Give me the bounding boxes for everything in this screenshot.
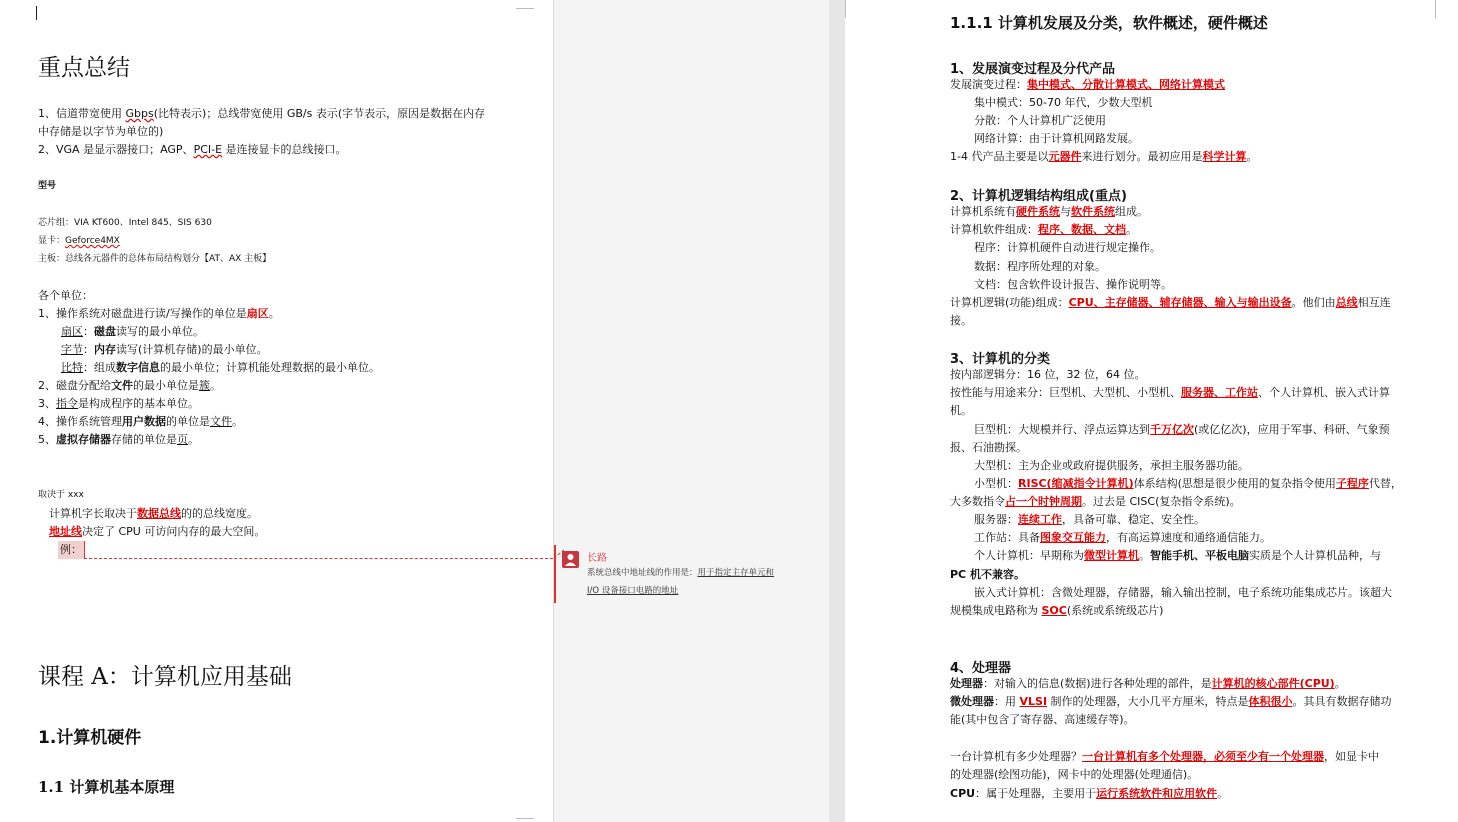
paragraph: 取决于 xxx [38, 490, 84, 500]
paragraph: 报、石油勘探。 [950, 441, 1027, 454]
text-cursor [36, 6, 37, 20]
paragraph: 一台计算机有多少处理器？一台计算机有多个处理器，必须至少有一个处理器，如显卡中 [950, 750, 1379, 763]
paragraph: 1-4 代产品主要是以元器件来进行划分。最初应用是科学计算。 [950, 150, 1258, 163]
paragraph: 小型机：RISC(缩减指令计算机)体系结构(思想是很少使用的复杂指令使用子程序代替， [974, 477, 1402, 490]
paragraph: 地址线决定了 CPU 可访问内存的最大空间。 [49, 525, 266, 538]
document-page-left [0, 0, 553, 822]
paragraph: 1、信道带宽使用 Gbps(比特表示)；总线带宽使用 GB/s 表示(字节表示，原因是数据在内存 [38, 107, 486, 120]
page-corner-mark [845, 0, 846, 18]
chapter-heading: 1.计算机硬件 [38, 728, 142, 748]
paragraph: 服务器：连续工作，具备可靠、稳定、安全性。 [974, 513, 1205, 526]
paragraph: 微处理器：用 VLSI 制作的处理器，大小几平方厘米，特点是体积很小。其具有数据存储功 [950, 695, 1392, 708]
board-line: 主板：总线各元器件的总体布局结构划分【AT、AX 主板】 [38, 254, 272, 264]
paragraph: 发展演变过程：集中模式、分散计算模式、网络计算模式 [950, 78, 1225, 91]
paragraph: 计算机字长取决于数据总线的的总线宽度。 [49, 507, 258, 520]
paragraph: 接。 [950, 314, 972, 327]
paragraph: 巨型机：大规模并行、浮点运算达到千万亿次(或亿亿次)，应用于军事、科研、气象预 [974, 423, 1390, 436]
list-item: 5、虚拟存储器存储的单位是页。 [38, 433, 199, 446]
paragraph: 机。 [950, 404, 972, 417]
paragraph: 中存储是以字节为单位的) [38, 125, 164, 138]
subsection-heading: 1、发展演变过程及分代产品 [950, 62, 1116, 77]
paragraph: 的处理器(绘图功能)，网卡中的处理器(处理通信)。 [950, 768, 1199, 781]
list-item: 比特：组成数字信息的最小单位；计算机能处理数据的最小单位。 [61, 361, 380, 374]
list-item: 4、操作系统管理用户数据的单位是文件。 [38, 415, 243, 428]
units-heading: 各个单位： [38, 289, 93, 302]
paragraph: 计算机软件组成：程序、数据、文档。 [950, 223, 1137, 236]
comment-marker-bar [554, 545, 556, 603]
paragraph: CPU：属于处理器，主要用于运行系统软件和应用软件。 [950, 787, 1229, 800]
paragraph: 大型机：主为企业或政府提供服务，承担主服务器功能。 [974, 459, 1249, 472]
paragraph: PC 机不兼容。 [950, 568, 1025, 581]
list-item: 1、操作系统对磁盘进行读/写操作的单位是扇区。 [38, 307, 280, 320]
subsection-heading: 2、计算机逻辑结构组成(重点) [950, 189, 1127, 204]
paragraph: 嵌入式计算机：含微处理器，存储器，输入输出控制，电子系统功能集成芯片。该超大 [974, 586, 1392, 599]
comment-anchor-text[interactable]: 例： [58, 541, 85, 559]
paragraph: 个人计算机：早期称为微型计算机。智能手机、平板电脑实质是个人计算机品种，与 [974, 549, 1381, 562]
paragraph: 规模集成电路称为 SOC(系统或系统级芯片) [950, 604, 1164, 617]
chipset-line: 芯片组：VIA KT600、Intel 845、SIS 630 [38, 218, 212, 228]
list-item: 3、指令是构成程序的基本单位。 [38, 397, 199, 410]
page-corner-mark [516, 818, 534, 819]
document-page-right [845, 0, 1458, 822]
paragraph: 网络计算：由于计算机网路发展。 [974, 132, 1139, 145]
paragraph: 分散：个人计算机广泛使用 [974, 114, 1106, 127]
section-heading: 1.1 计算机基本原理 [38, 778, 175, 796]
user-avatar-icon [562, 551, 579, 568]
paragraph: 2、VGA 是显示器接口；AGP、PCI-E 是连接显卡的总线接口。 [38, 143, 347, 156]
paragraph: 处理器：对输入的信息(数据)进行各种处理的部件，是计算机的核心部件(CPU)。 [950, 677, 1346, 690]
course-heading: 课程 A：计算机应用基础 [38, 664, 292, 690]
paragraph: 计算机系统有硬件系统与软件系统组成。 [950, 205, 1148, 218]
paragraph: 计算机逻辑(功能)组成：CPU、主存储器、辅存储器、输入与输出设备。他们由总线相互连 [950, 296, 1391, 309]
page-corner-mark [1435, 0, 1436, 18]
comments-pane [553, 0, 829, 822]
paragraph: 能(其中包含了寄存器、高速缓存等)。 [950, 713, 1135, 726]
list-item: 2、磁盘分配给文件的最小单位是簇。 [38, 379, 221, 392]
paragraph: 数据：程序所处理的对象。 [974, 260, 1106, 273]
comment-connector-line [84, 558, 553, 559]
paragraph: 按性能与用途来分：巨型机、大型机、小型机、服务器、工作站、个人计算机、嵌入式计算 [950, 386, 1390, 399]
subsection-heading: 4、处理器 [950, 661, 1012, 676]
comment-text[interactable]: I/O 设备接口电路的地址 [587, 586, 679, 596]
summary-heading: 重点总结 [38, 55, 130, 81]
comment-author: 长路 [587, 553, 607, 564]
subsection-heading: 3、计算机的分类 [950, 352, 1051, 367]
paragraph: 集中模式：50-70 年代，少数大型机 [974, 96, 1153, 109]
list-item: 扇区：磁盘读写的最小单位。 [61, 325, 204, 338]
section-title: 1.1.1 计算机发展及分类，软件概述，硬件概述 [950, 14, 1268, 32]
paragraph: 按内部逻辑分：16 位，32 位，64 位。 [950, 368, 1146, 381]
model-heading: 型号 [38, 181, 57, 191]
list-item: 字节：内存读写(计算机存储)的最小单位。 [61, 343, 268, 356]
gpu-line: 显卡：Geforce4MX [38, 236, 120, 246]
page-corner-mark [516, 8, 534, 9]
paragraph: 程序：计算机硬件自动进行规定操作。 [974, 241, 1161, 254]
comment-text[interactable]: 系统总线中地址线的作用是：用于指定主存单元和 [587, 568, 775, 578]
paragraph: 大多数指令占一个时钟周期。过去是 CISC(复杂指令系统)。 [950, 495, 1241, 508]
paragraph: 文档：包含软件设计报告、操作说明等。 [974, 278, 1172, 291]
paragraph: 工作站：具备图象交互能力，有高运算速度和通络通信能力。 [974, 531, 1271, 544]
